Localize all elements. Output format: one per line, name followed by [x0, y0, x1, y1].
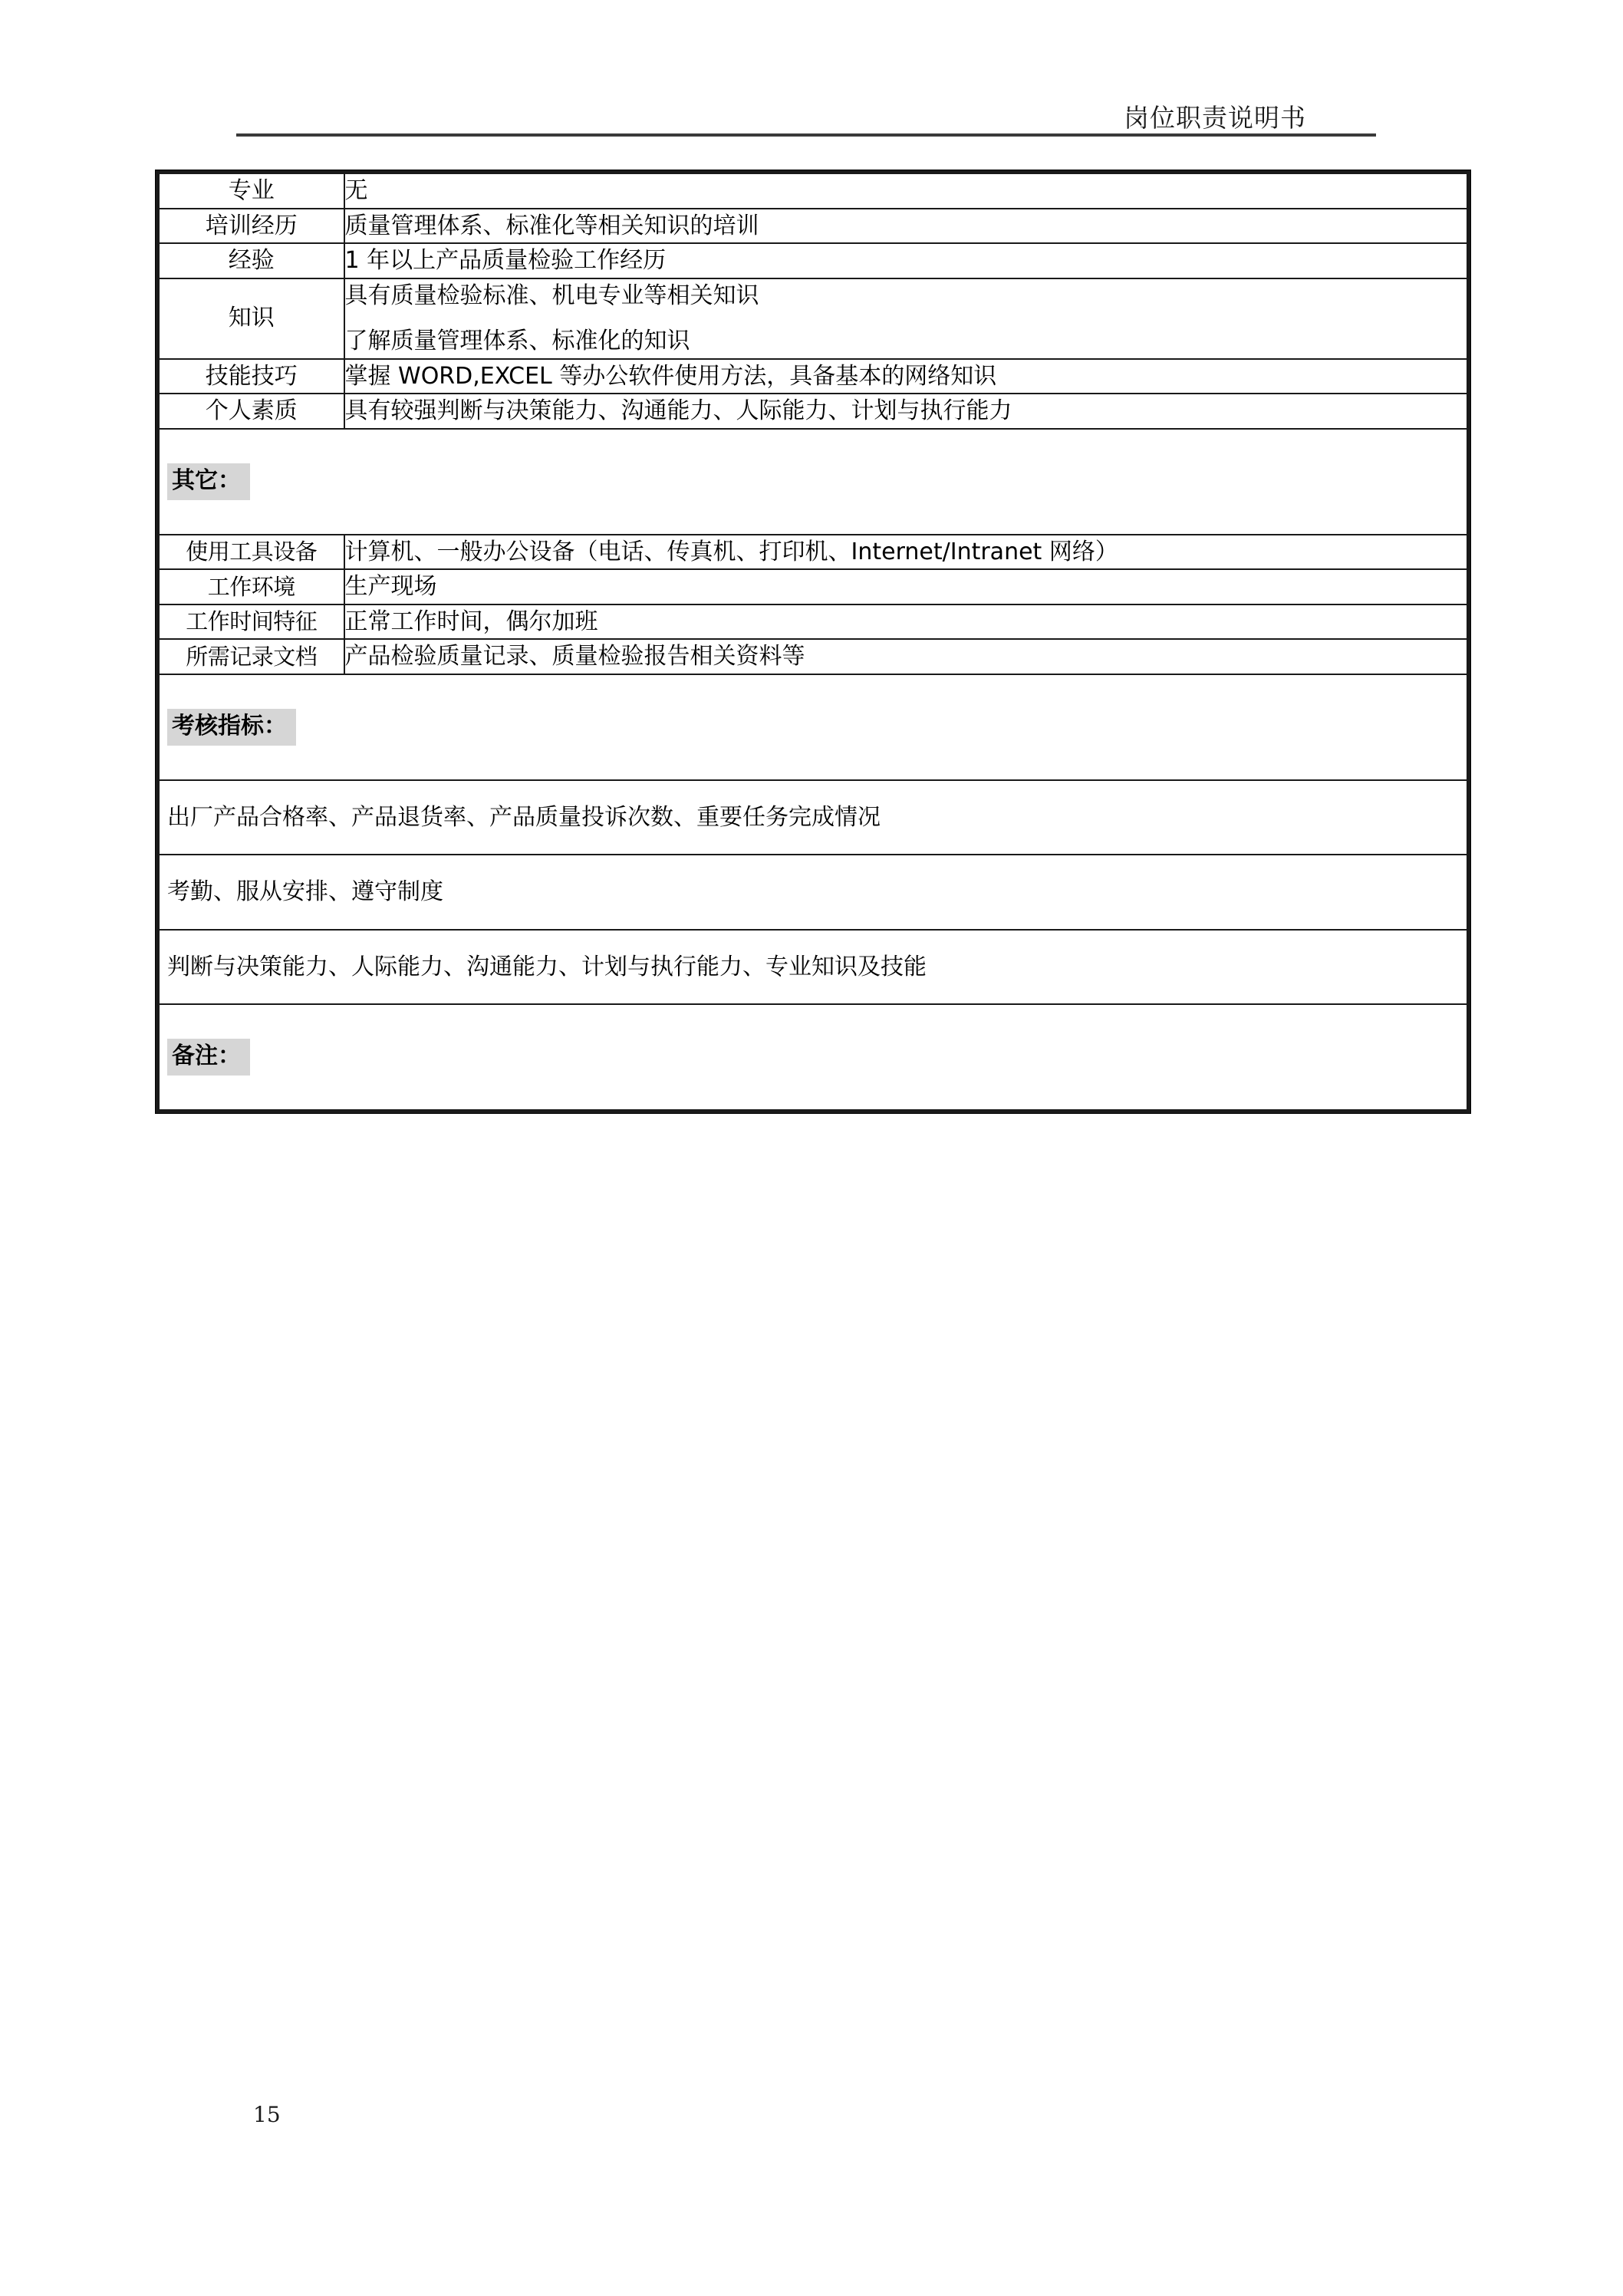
section-header-assessment: [158, 674, 1469, 780]
row-value-experience: [344, 243, 1469, 278]
cell-line: 具有较强判断与决策能力、沟通能力、人际能力、计划与执行能力: [344, 397, 1012, 424]
table-row-skills: [158, 359, 1469, 394]
row-value-knowledge: [344, 278, 1469, 359]
row-value-records: [344, 639, 1469, 674]
cell-line: 正常工作时间，偶尔加班: [344, 608, 598, 635]
row-label-knowledge: 知识: [158, 278, 344, 359]
assessment-item-1: 出厂产品合格率、产品退货率、产品质量投诉次数、重要任务完成情况: [158, 780, 1469, 855]
assessment-item-2: 考勤、服从安排、遵守制度: [158, 855, 1469, 930]
cell-line: 产品检验质量记录、质量检验报告相关资料等: [344, 643, 805, 670]
row-value-tools: [344, 535, 1469, 570]
table-row-major: [158, 173, 1469, 209]
page-number: 15: [253, 2102, 281, 2127]
row-label-training: 培训经历: [158, 209, 344, 244]
section-header-remarks-cell: [158, 1004, 1469, 1112]
assessment-item-3: 判断与决策能力、人际能力、沟通能力、计划与执行能力、专业知识及技能: [158, 930, 1469, 1005]
table-row-work-environment: [158, 569, 1469, 604]
cell-line: 掌握 WORD,EXCEL 等办公软件使用方法，具备基本的网络知识: [344, 362, 997, 390]
row-label-tools: 使用工具设备: [158, 535, 344, 570]
cell-line: 具有质量检验标准、机电专业等相关知识: [344, 282, 759, 309]
table-row-training: [158, 209, 1469, 244]
assessment-item-row: [158, 855, 1469, 930]
section-header-remarks: [158, 1004, 1469, 1112]
row-label-skills: 技能技巧: [158, 359, 344, 394]
cell-line: 计算机、一般办公设备（电话、传真机、打印机、Internet/Intranet 网络）: [344, 538, 1118, 565]
row-value-work-environment: [344, 569, 1469, 604]
cell-line: 生产现场: [344, 573, 437, 600]
section-title-assessment: 考核指标：: [167, 709, 296, 746]
row-label-work-environment: 工作环境: [158, 569, 344, 604]
cell-line: 1 年以上产品质量检验工作经历: [344, 247, 667, 274]
row-label-major: 专业: [158, 173, 344, 209]
cell-line: 了解质量管理体系、标准化的知识: [344, 328, 690, 354]
row-value-personal-qualities: [344, 394, 1469, 429]
table-row-experience: [158, 243, 1469, 278]
page-header: [0, 83, 1623, 137]
table-row-records: [158, 639, 1469, 674]
section-header-assessment-cell: [158, 674, 1469, 780]
row-label-records: 所需记录文档: [158, 639, 344, 674]
cell-line: 质量管理体系、标准化等相关知识的培训: [344, 212, 759, 239]
section-header-other: [158, 429, 1469, 535]
table-row-knowledge: [158, 278, 1469, 359]
section-header-other-cell: [158, 429, 1469, 535]
section-title-remarks: 备注：: [167, 1039, 250, 1076]
table-row-tools: [158, 535, 1469, 570]
assessment-item-row: [158, 780, 1469, 855]
job-description-table: [156, 170, 1470, 1113]
header-title: 岗位职责说明书: [1124, 103, 1306, 133]
header-rule: [236, 133, 1376, 137]
row-value-skills: [344, 359, 1469, 394]
section-title-other: 其它：: [167, 463, 250, 500]
cell-line: 无: [344, 177, 368, 204]
row-value-major: [344, 173, 1469, 209]
table-row-personal-qualities: [158, 394, 1469, 429]
row-value-work-hours: [344, 604, 1469, 640]
row-label-personal-qualities: 个人素质: [158, 394, 344, 429]
row-value-training: [344, 209, 1469, 244]
row-label-work-hours: 工作时间特征: [158, 604, 344, 640]
assessment-item-row: [158, 930, 1469, 1005]
table-row-work-hours: [158, 604, 1469, 640]
row-label-experience: 经验: [158, 243, 344, 278]
